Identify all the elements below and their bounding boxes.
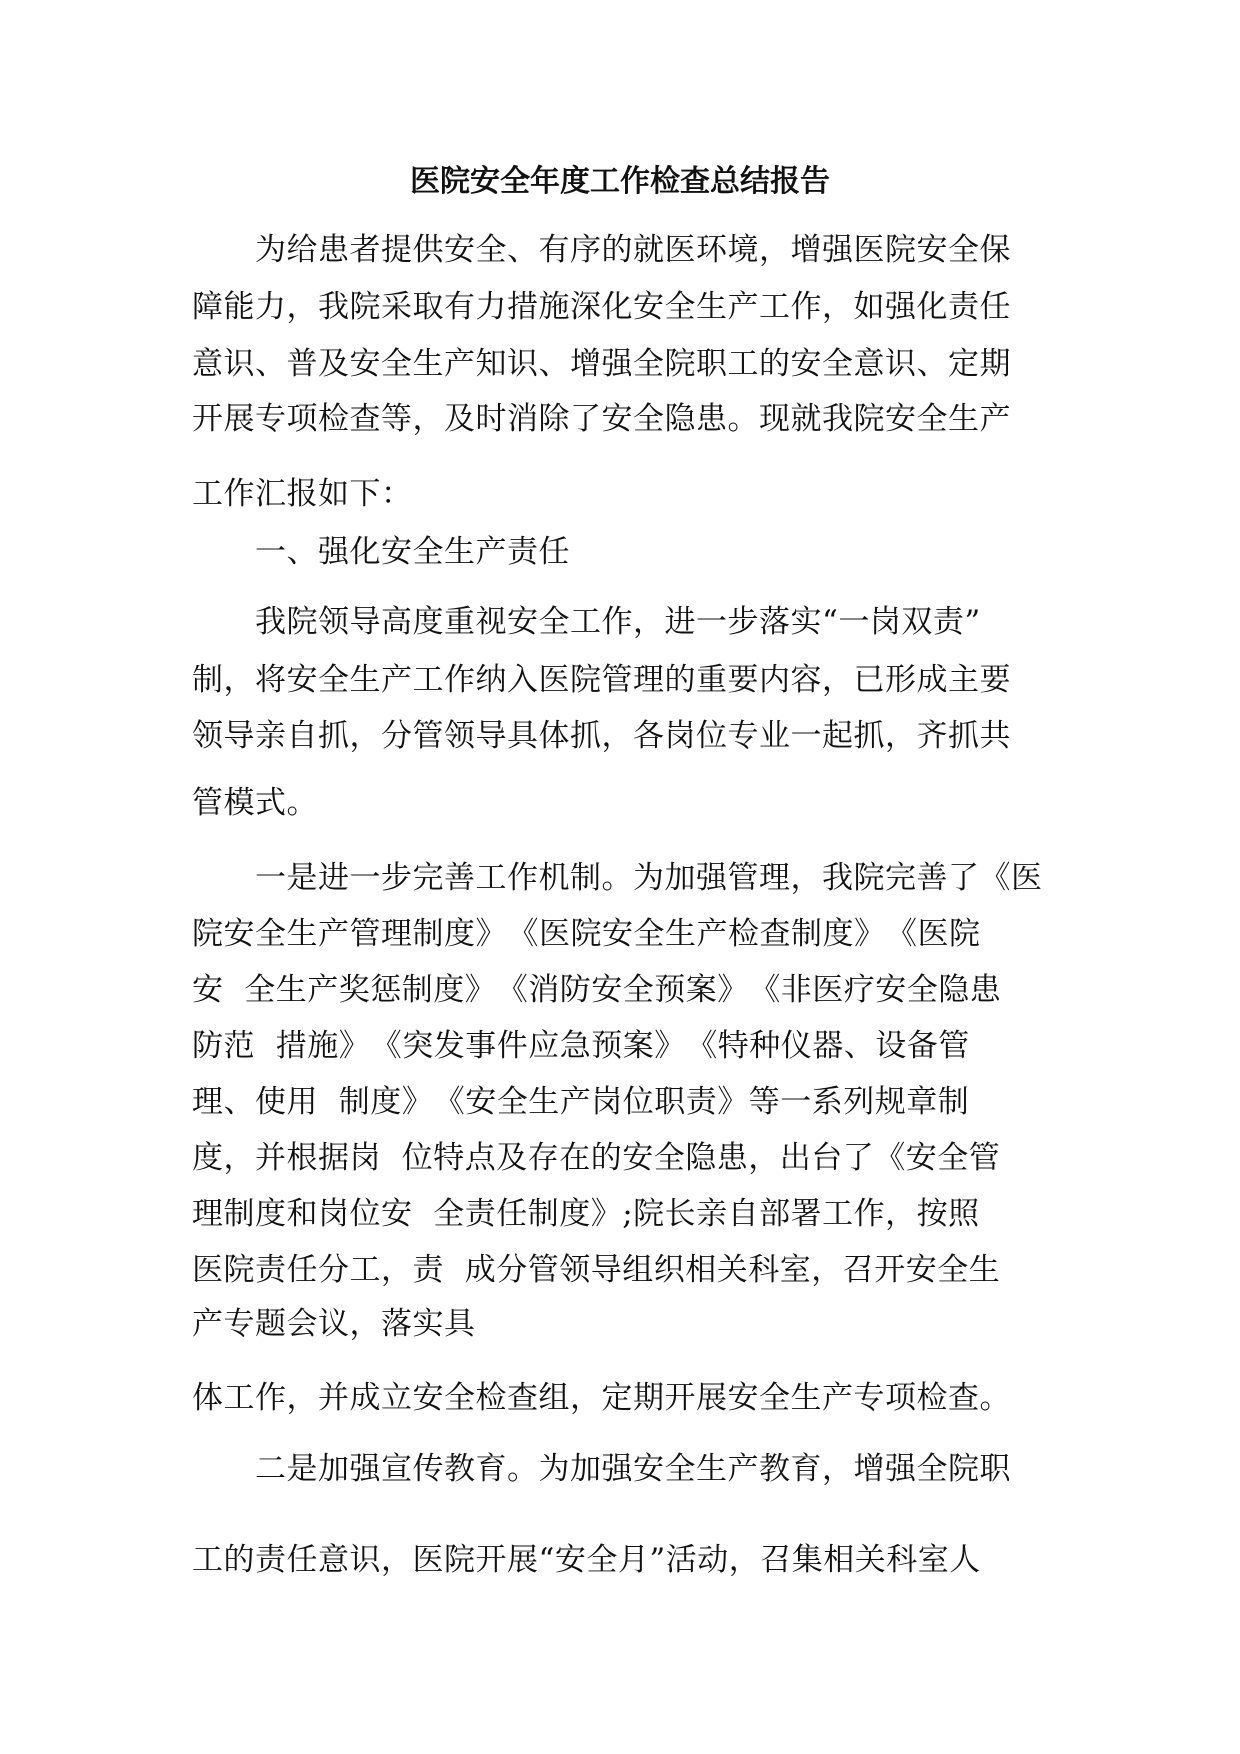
- paragraph-line: 安 全生产奖惩制度》 《消防安全预案》 《非医疗安全隐患: [192, 972, 1002, 1008]
- paragraph-line: 防范 措施》 《突发事件应急预案》 《特种仪器、设备管: [192, 1028, 970, 1064]
- paragraph-line: 障能力，我院采取有力措施深化安全生产工作，如强化责任: [192, 289, 1011, 325]
- paragraph-line: 工作汇报如下：: [192, 476, 413, 512]
- paragraph-line: 我院领导高度重视安全工作，进一步落实“一岗双责”: [192, 604, 981, 640]
- paragraph-line: 院安全生产管理制度》 《医院安全生产检查制度》 《医院: [192, 916, 981, 952]
- paragraph-line: 体工作，并成立安全检查组，定期开展安全生产专项检查。: [192, 1380, 1011, 1416]
- paragraph-line: 理、使用 制度》 《安全生产岗位职责》等一系列规章制: [192, 1084, 970, 1120]
- document-title: 医院安全年度工作检查总结报告: [410, 164, 830, 199]
- paragraph-line: 理制度和岗位安 全责任制度》;院长亲自部署工作，按照: [192, 1196, 980, 1232]
- paragraph-line: 开展专项检查等，及时消除了安全隐患。现就我院安全生产: [192, 401, 1011, 437]
- paragraph-line: 制，将安全生产工作纳入医院管理的重要内容，已形成主要: [192, 662, 1011, 698]
- paragraph-line: 为给患者提供安全、有序的就医环境，增强医院安全保: [192, 232, 1011, 268]
- paragraph-line: 管模式。: [192, 785, 318, 821]
- paragraph-line: 一是进一步完善工作机制。为加强管理，我院完善了《医: [192, 860, 1043, 896]
- paragraph-line: 领导亲自抓，分管领导具体抓，各岗位专业一起抓，齐抓共: [192, 718, 1011, 754]
- paragraph-line: 医院责任分工，责 成分管领导组织相关科室，召开安全生: [192, 1252, 1001, 1288]
- paragraph-line: 度，并根据岗 位特点及存在的安全隐患，出台了《安全管: [192, 1140, 1001, 1176]
- paragraph-line: 意识、普及安全生产知识、增强全院职工的安全意识、定期: [192, 346, 1011, 382]
- paragraph-line: 二是加强宣传教育。为加强安全生产教育，增强全院职: [192, 1451, 1011, 1487]
- paragraph-line: 产专题会议，落实具: [192, 1306, 476, 1342]
- section-heading: 一、强化安全生产责任: [192, 534, 570, 570]
- paragraph-line: 工的责任意识，医院开展“安全月”活动，召集相关科室人: [192, 1542, 981, 1578]
